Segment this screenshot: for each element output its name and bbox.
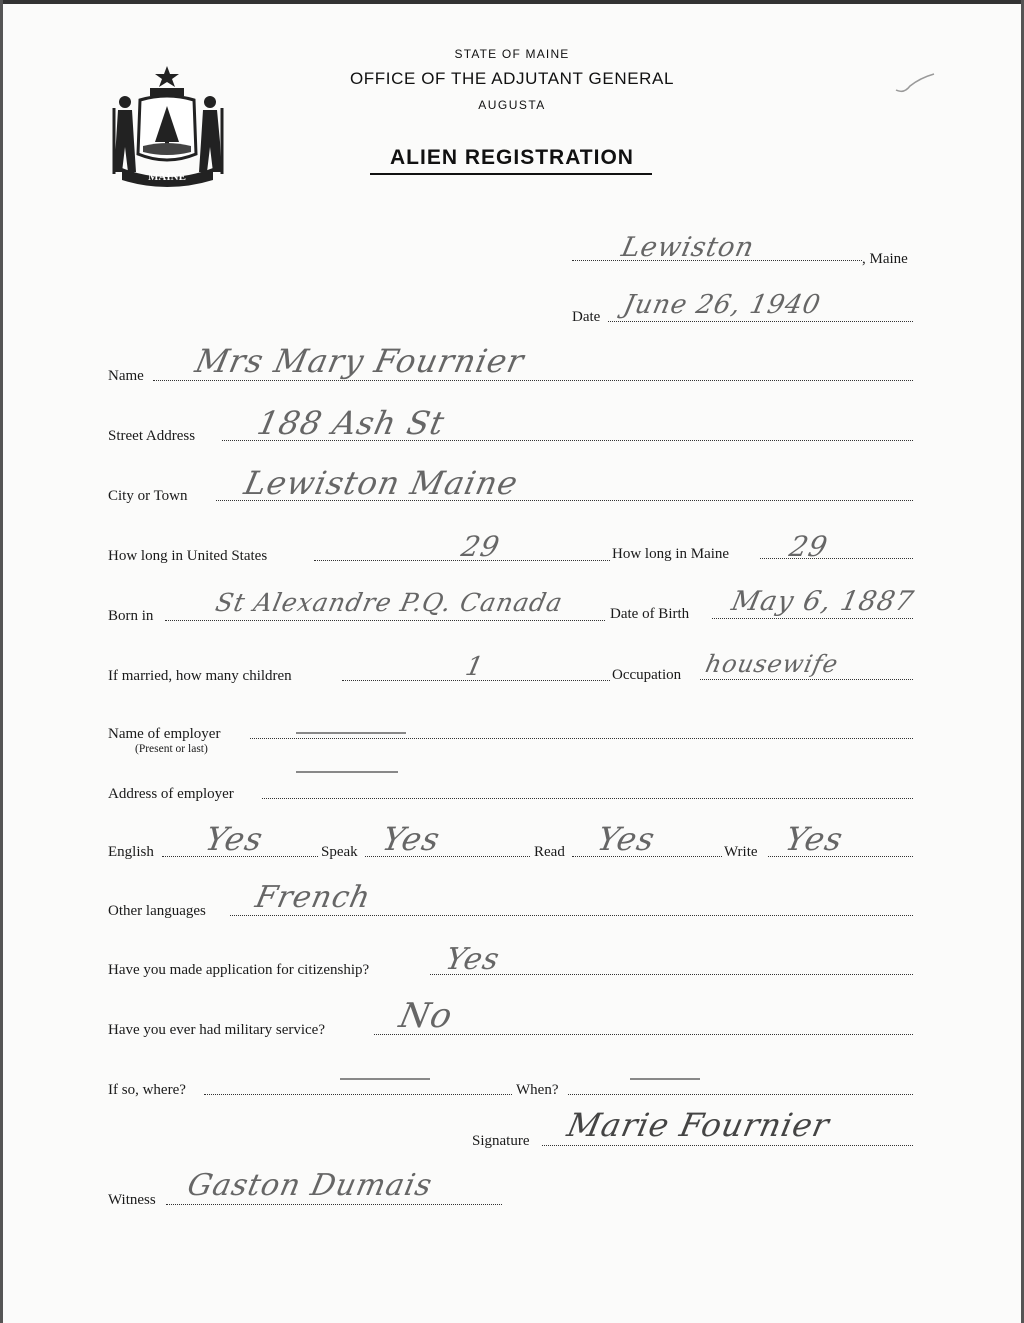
town-value: Lewiston (618, 232, 758, 263)
occupation-line (700, 679, 913, 680)
maine-label: , Maine (862, 251, 908, 267)
when-dash (630, 1078, 700, 1080)
witness-label: Witness (108, 1192, 156, 1208)
born-in-value: St Alexandre P.Q. Canada (212, 588, 566, 617)
read-label: Read (534, 844, 565, 860)
street-label: Street Address (108, 428, 196, 444)
citizenship-value: Yes (442, 942, 504, 977)
dob-line (712, 618, 913, 619)
street-value: 188 Ash St (253, 404, 449, 442)
born-in-line (165, 620, 605, 621)
where-line (204, 1094, 512, 1095)
speak-value: Yes (378, 820, 444, 858)
write-label: Write (724, 844, 758, 860)
when-line (568, 1094, 913, 1095)
employer-label: Name of employer (108, 726, 221, 742)
other-languages-label: Other languages (108, 903, 206, 919)
where-dash (340, 1078, 430, 1080)
citizenship-line (430, 974, 913, 975)
check-mark-icon (894, 72, 936, 96)
state-heading: STATE OF MAINE (454, 47, 570, 61)
born-in-label: Born in (108, 608, 154, 624)
city-label: City or Town (108, 488, 188, 504)
children-value: 1 (462, 652, 487, 682)
how-long-maine-value: 29 (786, 530, 832, 563)
form-title: ALIEN REGISTRATION (390, 146, 634, 169)
how-long-maine-line (760, 558, 913, 559)
dob-label: Date of Birth (610, 606, 690, 622)
city-heading: AUGUSTA (478, 98, 546, 112)
dob-value: May 6, 1887 (728, 586, 917, 617)
employer-line (250, 738, 913, 739)
city-value: Lewiston Maine (240, 464, 522, 502)
other-languages-value: French (252, 880, 375, 915)
signature-label: Signature (472, 1133, 530, 1149)
date-line (608, 321, 913, 322)
military-label: Have you ever had military service? (108, 1022, 325, 1038)
citizenship-label: Have you made application for citizenship? (108, 962, 370, 978)
witness-line (166, 1204, 502, 1205)
military-line (374, 1034, 913, 1035)
signature-line (542, 1145, 913, 1146)
witness-value: Gaston Dumais (184, 1168, 436, 1203)
date-value: June 26, 1940 (620, 290, 824, 320)
how-long-maine-label: How long in Maine (612, 546, 730, 562)
employer-sublabel: (Present or last) (135, 743, 208, 755)
seal-label: MAINE (148, 171, 186, 183)
read-value: Yes (593, 820, 659, 858)
english-label: English (108, 844, 154, 860)
how-long-us-label: How long in United States (108, 548, 268, 564)
children-label: If married, how many children (108, 668, 292, 684)
title-underline (370, 173, 652, 175)
speak-label: Speak (321, 844, 358, 860)
office-heading: OFFICE OF THE ADJUTANT GENERAL (349, 69, 675, 88)
occupation-value: housewife (703, 650, 842, 678)
write-value: Yes (781, 820, 847, 858)
name-line (153, 380, 913, 381)
employer-address-label: Address of employer (108, 786, 234, 802)
employer-dash (296, 732, 406, 734)
occupation-label: Occupation (612, 667, 682, 683)
when-label: When? (516, 1082, 559, 1098)
employer-address-dash (296, 771, 398, 773)
name-label: Name (108, 368, 144, 384)
english-value: Yes (201, 820, 267, 858)
employer-address-line (262, 798, 913, 799)
scan-border-top (0, 0, 1024, 4)
signature-value: Marie Fournier (563, 1106, 834, 1144)
scan-border-left (0, 0, 3, 1323)
name-value: Mrs Mary Fournier (191, 342, 528, 380)
how-long-us-value: 29 (458, 530, 504, 563)
date-label: Date (572, 309, 601, 325)
military-value: No (395, 996, 457, 1036)
where-label: If so, where? (108, 1082, 186, 1098)
other-languages-line (230, 915, 913, 916)
